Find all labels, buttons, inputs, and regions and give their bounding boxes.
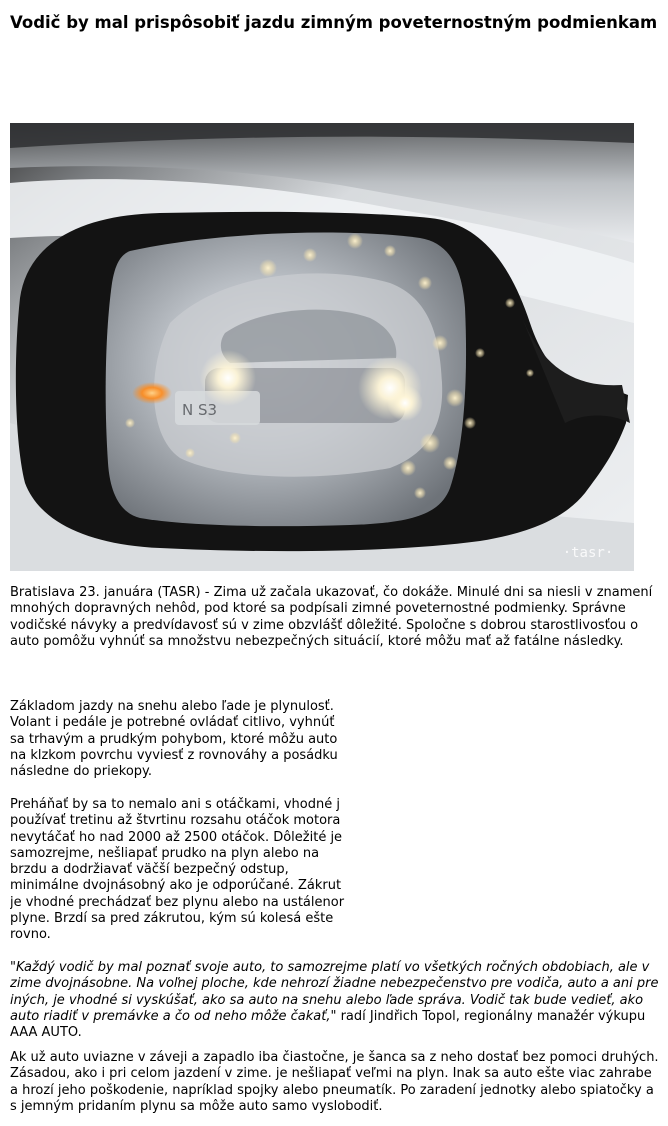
article-intro: Bratislava 23. januára (TASR) - Zima už začala ukazovať, čo dokáže. Minulé dni sa niesli v znamení mnohých dopravných nehôd, pod ktoré sa podpísali zimné poveternostné podmienky. Správne vodičské návyky a predvídavosť sú v zime obzvlášť dôležité. Spoločne s dobrou starostlivosťou o auto pomôžu vyhnúť sa množstvu nebezpečných situácií, ktoré môžu mať až fatálne následky. [10,585,653,649]
text-line: Preháňať by sa to nemalo ani s otáčkami, vhodné j [10,797,340,812]
photo-illustration [10,123,634,571]
svg-text:N S3: N S3 [182,401,218,419]
article-quote [10,960,660,1041]
paragraph-driving-basics [10,699,356,780]
text-line: minimálne dvojnásobný ako je odporúčané. Zákrut [10,878,342,894]
text-line: nevytáčať ho nad 2000 až 2500 otáčok. Dôležité je [10,829,343,845]
text-line: Volant i pedále je potrebné ovládať citlivo, vyhnúť [10,715,335,731]
text-line: plyne. Brzdí sa pred zákrutou, kým sú kolesá ešte [10,911,334,927]
text-line: rovno. [10,927,51,943]
text-line: brzdu a dodržiavať väčší bezpečný odstup, [10,862,289,878]
text-line: na klzkom povrchu vyviesť z rovnováhy a posádku [10,747,338,763]
text-line: je vhodné prechádzať bez plynu alebo na ustálenor [10,894,345,910]
quote-text: "Každý vodič by mal poznať svoje auto, to samozrejme platí vo všetkých ročných obdobiach, ale v zime dvojnásobne. Na voľnej ploche, kde nehrozí žiadne nebezpečenstvo pre vodiča, auto a ani pre iných, je vhodné si vyskúšať, ako sa auto na snehu alebo ľade správa. Vodič tak bude vedieť, ako auto riadiť v premávke a čo od neho môže čakať," [10,960,659,1024]
article-headline: Vodič by mal prispôsobiť jazdu zimným poveternostným podmienkam [10,13,658,32]
text-line: Základom jazdy na snehu alebo ľade je plynulosť. [10,699,334,714]
paragraph-engine-rpm [10,797,356,944]
quote-attribution: radí Jindřich Topol, regionálny manažér výkupu AAA AUTO. [10,1008,646,1041]
text-line: používať tretinu až štvrtinu rozsahu otáčok motora [10,813,341,829]
text-line: samozrejme, nešliapať prudko na plyn alebo na [10,845,320,861]
text-line: následne do priekopy. [10,764,152,780]
photo-watermark: ·tasr· [562,545,614,561]
paragraph-stuck-in-snow: Ak už auto uviazne v záveji a zapadlo iba čiastočne, je šanca sa z neho dostať bez pomoci druhých. Zásadou, ako i pri celom jazdení v zime. je nešliapať veľmi na plyn. Inak sa auto ešte viac zahrabe a hrozí jeho poškodenie, napríklad spojky alebo pneumatík. Po zaradení jednotky alebo spiatočky a s jemným pridaním plynu sa môže auto samo vyslobodiť. [10,1050,659,1114]
text-line: sa trhavým a prudkým pohybom, ktoré môžu auto [10,731,338,747]
car-mirror-photo [10,123,634,571]
